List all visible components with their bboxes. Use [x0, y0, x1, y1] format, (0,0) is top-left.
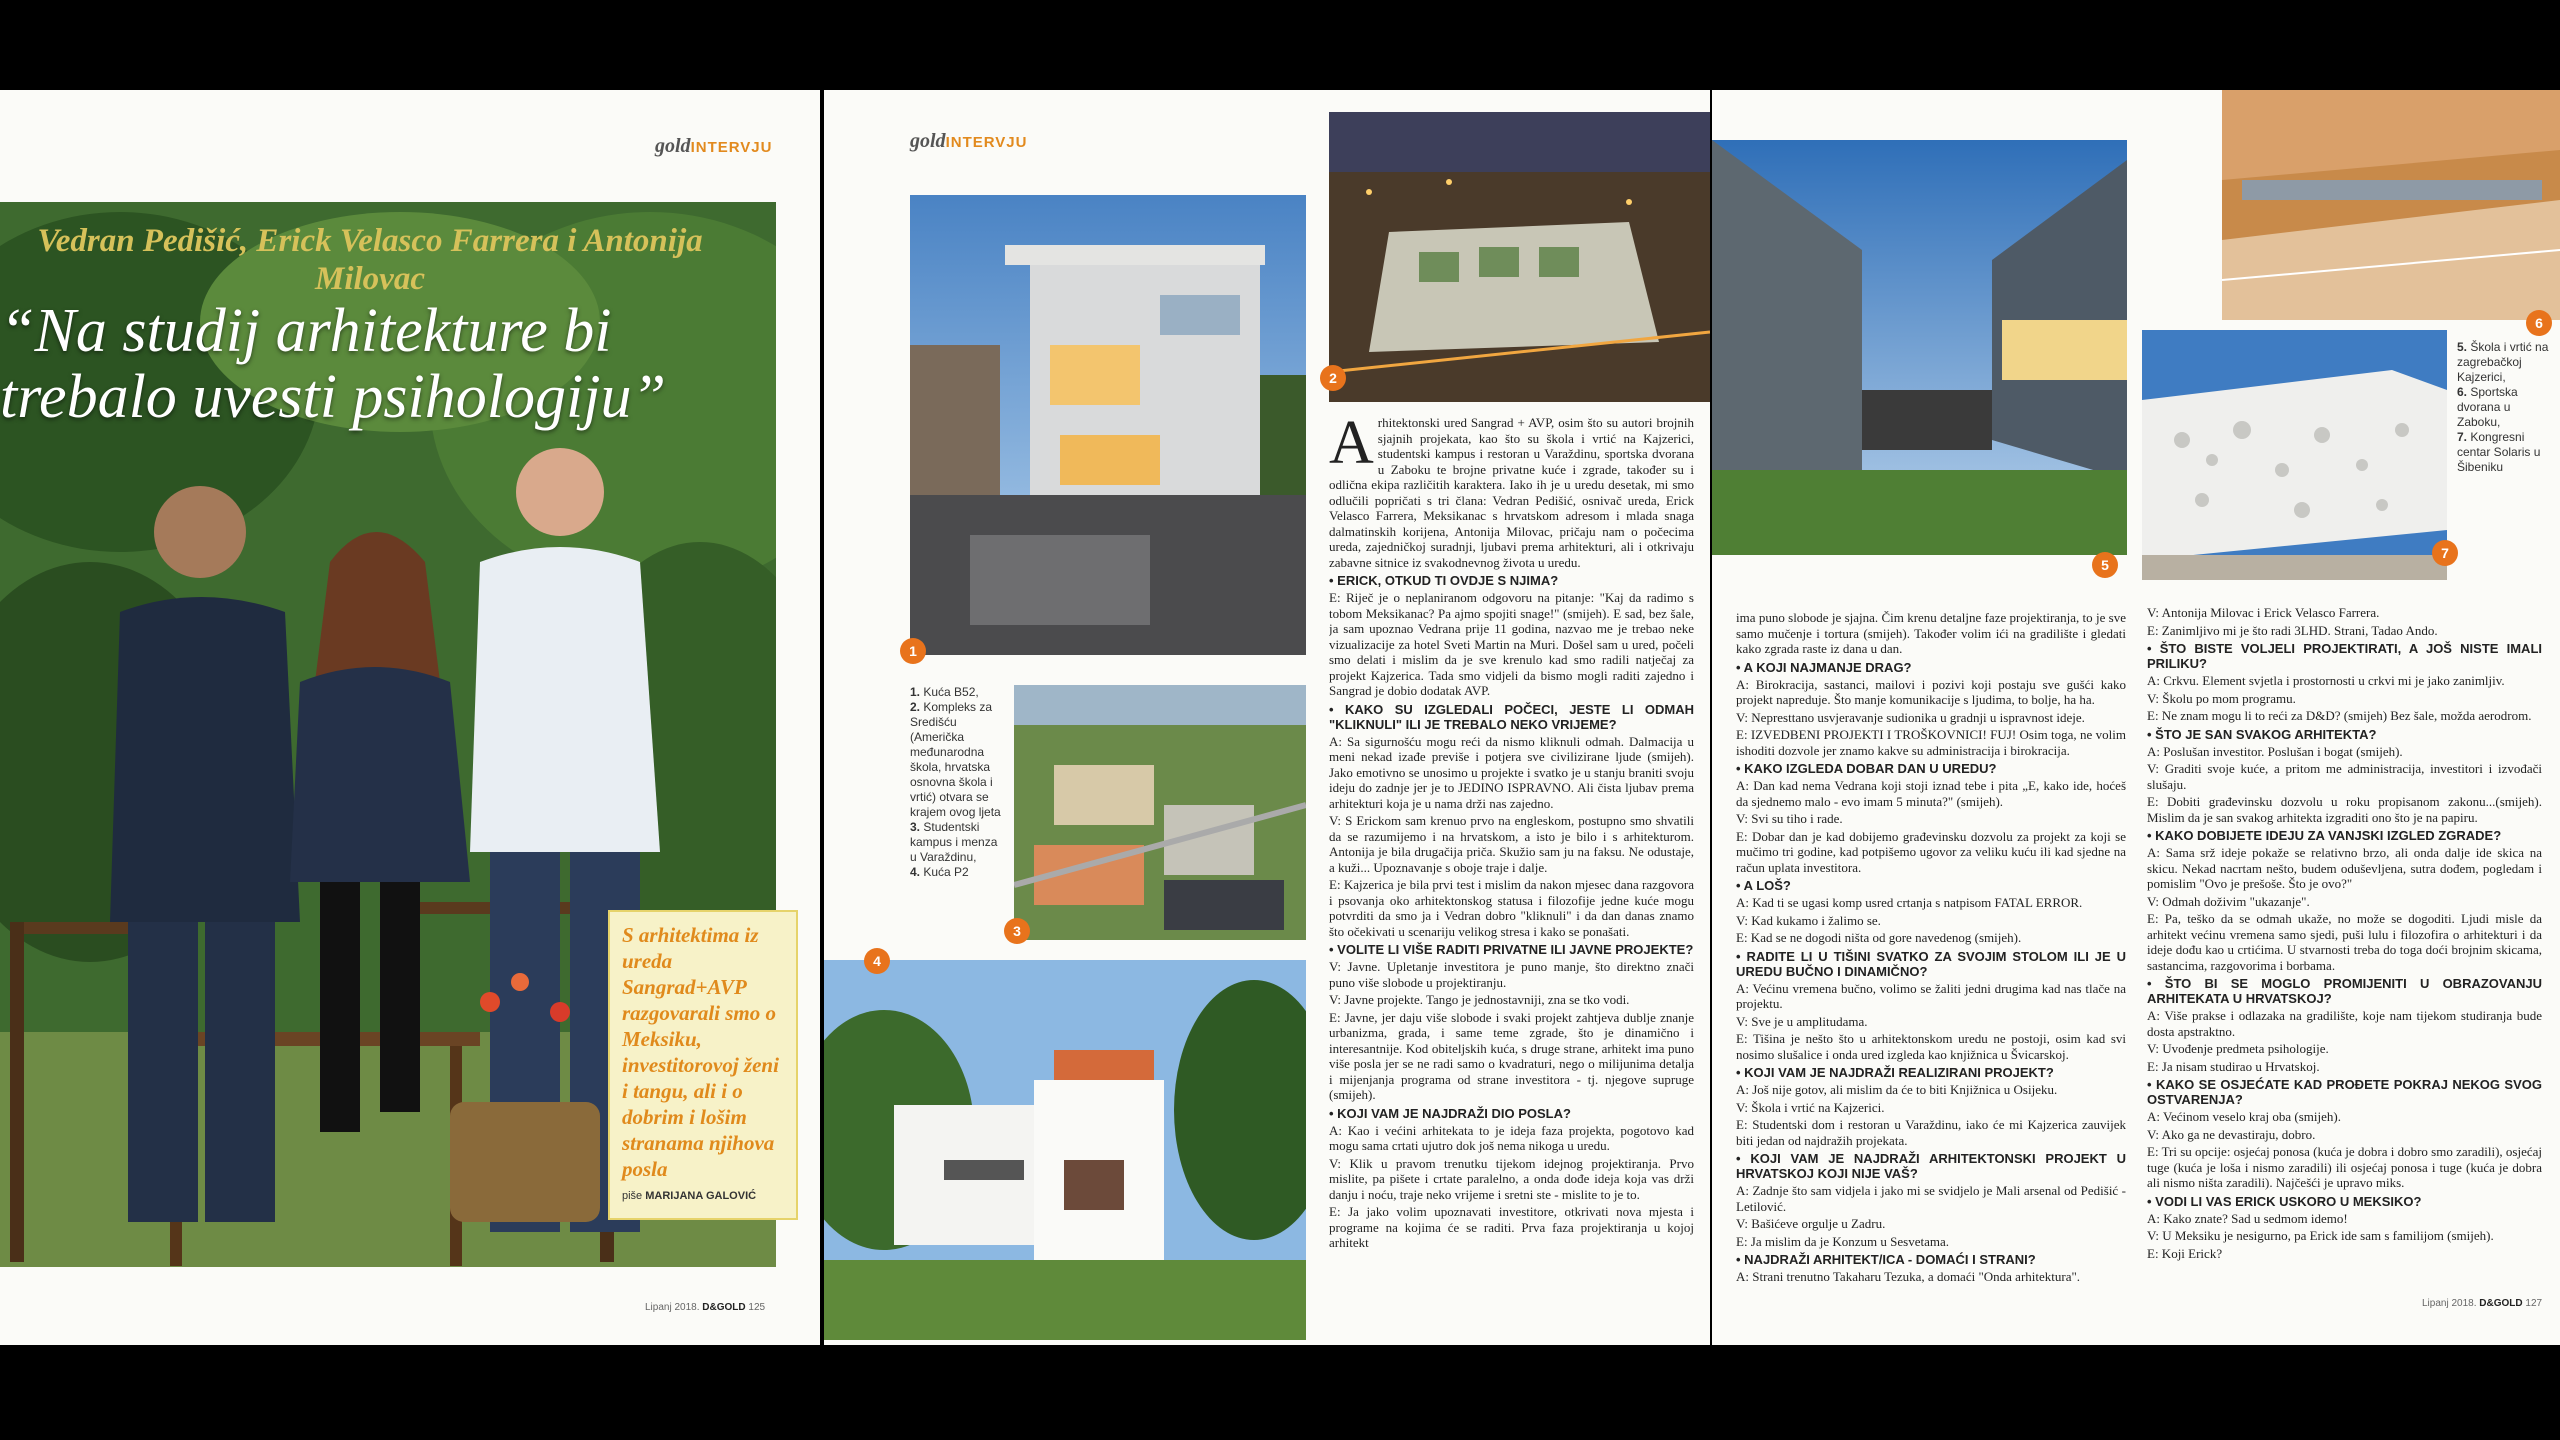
caption-list: [910, 685, 1005, 880]
answer: E: Dobar dan je kad dobijemo građevinsku dozvolu za projekt za koji se mučimo tri godine, kad potpišemo ugovor za veliku kuću ili kad sjedne na račun uplata investitora.: [1736, 828, 2126, 875]
question: • KOJI VAM JE NAJDRAŽI REALIZIRANI PROJEKT?: [1736, 1065, 2054, 1080]
answer: E: Javne, jer daju više slobode i svaki projekt zahtjeva dublje znanje urbanizma, grada, i same teme zgrade, što je dinamično i interesantnije. Kod obiteljskih kuća, s druge strane, arhitekt ima puno više posla jer se ne radi samo o kvadraturi, nego o milijunima detalja i mijenjanja programa od strane investitora - tj. njegove supruge (smijeh).: [1329, 1009, 1694, 1102]
answer: V: U Meksiku je nesigurno, pa Erick ide sam s familijom (smijeh).: [2147, 1228, 2494, 1243]
photo-solaris-congress-centre: [2142, 330, 2447, 580]
answer: A: Kako znate? Sad u sedmom idemo!: [2147, 1210, 2348, 1226]
caption-number: 6.: [2457, 385, 2468, 399]
running-head: [655, 135, 772, 158]
answer: E: Kajzerica je bila prvi test i mislim da nakon mjesec dana razgovora i psovanja oko arhitektonskog statusa i filozofije jedne kuće mogu potvrditi da smo ja i Vedran dobro "kliknuli" i da dan danas znamo što očekivati u scenariju velikog stresa i kako se ponašati.: [1329, 877, 1694, 939]
answer: A: Dan kad nema Vedrana koji stoji iznad tebe i pita „E, kako ide, hoćeš da sjednemo malo - evo imam 5 minuta?" (smijeh).: [1736, 778, 2126, 809]
photo-school-complex-night: [1329, 112, 1710, 402]
question: • VODI LI VAS ERICK USKORO U MEKSIKO?: [2147, 1193, 2422, 1209]
byline-prefix: piše: [622, 1190, 643, 1202]
answer: E: Tišina je nešto što u arhitektonskom uredu ne postoji, osim kad svi nosimo slušalice i onda ured izgleda kao knjižnica u Švicarskoj.: [1736, 1031, 2126, 1062]
answer: V: Kad kukamo i žalimo se.: [1736, 912, 1881, 928]
answer: A: Kad ti se ugasi komp usred crtanja s natpisom FATAL ERROR.: [1736, 895, 2083, 910]
article-column: [1329, 415, 1694, 1345]
question: • ERICK, OTKUD TI OVDJE S NJIMA?: [1329, 573, 1559, 588]
footer-brand: D&GOLD: [702, 1302, 746, 1313]
answer: E: Koji Erick?: [2147, 1245, 2223, 1261]
footer-page-number: 127: [2525, 1298, 2543, 1309]
answer: V: S Erickom sam krenuo prvo na engleskom, postupno smo shvatili da se razumijemo i na hrvatskom, a isto je bilo i s arhitekturom. Antonija je bila drugačija priča. Skužio sam ju na faksu. Ne odustaje, a kuži... Upoznavanje s oboje traje i dalje.: [1329, 813, 1694, 875]
intro-paragraph: [1329, 415, 1694, 570]
photo-house-p2: [824, 960, 1306, 1340]
headline: “Na studij arhitekture bi trebalo uvesti psihologiju”: [0, 297, 666, 431]
answer: V: Sve je u amplitudama.: [1736, 1013, 1868, 1029]
footer-date: Lipanj 2018.: [645, 1302, 700, 1313]
answer: V: Graditi svoje kuće, a pritom me administracija, investitori i izvođači slušaju.: [2147, 761, 2542, 792]
photo-house-b52: [910, 195, 1306, 655]
photo-student-campus-aerial: [1014, 685, 1306, 940]
question: • A KOJI NAJMANJE DRAG?: [1736, 659, 1912, 675]
question: • KAKO IZGLEDA DOBAR DAN U UREDU?: [1736, 761, 1997, 776]
photo-number: 3: [1004, 918, 1030, 944]
byline-author: MARIJANA GALOVIĆ: [645, 1190, 757, 1202]
answer: E: Ja nisam studirao u Hrvatskoj.: [2147, 1058, 2320, 1074]
caption-number: 5.: [2457, 340, 2468, 354]
answer: A: Još nije gotov, ali mislim da će to biti Knjižnica u Osijeku.: [1736, 1082, 2058, 1097]
photo-number: 7: [2432, 540, 2458, 566]
answer: E: Ne znam mogu li to reći za D&D? (smijeh) Bez šale, možda aerodrom.: [2147, 708, 2532, 723]
answer: A: Zadnje što sam vidjela i jako mi se svidjelo je Mali arsenal od Pedišić - Letilović.: [1736, 1183, 2126, 1214]
answer: V: Škola i vrtić na Kajzerici.: [1736, 1099, 1885, 1115]
answer: E: IZVEDBENI PROJEKTI I TROŠKOVNICI! FUJ! Osim toga, ne volim ishoditi dozvole jer znamo kakve su administracija i birokracija.: [1736, 727, 2126, 758]
caption-number: 7.: [2457, 430, 2468, 444]
caption-list: [2457, 340, 2557, 475]
photo-number: 2: [1320, 365, 1346, 391]
question: • ŠTO BI SE MOGLO PROMIJENITI U OBRAZOVANJU ARHITEKATA U HRVATSKOJ?: [2147, 976, 2542, 1006]
caption-item: [2457, 430, 2557, 475]
answer: E: Tri su opcije: osjećaj ponosa (kuća je dobra i dobro smo zaradili), osjećaj tuge (kuća je loša i nismo zaradili) ili osjećaj ponosa i tuge (kuća je dobra ali nismo ništa zaradili). Najčešći je upravo miks.: [2147, 1144, 2542, 1190]
intro-text: rhitektonski ured Sangrad + AVP, osim što su autori brojnih sjajnih projekata, kao što su škola i vrtić na Kajzerici, studentski kampus i restoran u Varaždinu, sportska dvorana u Zaboku te brojne privatne kuće i zgrade, također su i odlična ekipa različitih karaktera. Iako ih je u uredu desetak, mi smo odlučili popričati s tri člana: Vedran Pedišić, osnivač ureda, Erick Velasco Farrera, Meksikanac s hrvatskom adresom i mlada snaga dalmatinskih korijena, Antonija Milovac, pričaju nam o počecima ureda, zajedničkoj suradnji, ljubavi prema arhitekturi, ali i otkrivaju zabavne sitnice iz svakodnevnog života u uredu.: [1329, 415, 1694, 570]
caption-number: 2.: [910, 700, 921, 714]
question: • KOJI VAM JE NAJDRAŽI ARHITEKTONSKI PROJEKT U HRVATSKOJ KOJI NIJE VAŠ?: [1736, 1151, 2126, 1181]
answer: E: Kad se ne dogodi ništa od gore navedenog (smijeh).: [1736, 930, 2022, 945]
caption-item: [910, 820, 1005, 865]
footer-brand: D&GOLD: [2479, 1298, 2523, 1309]
caption-item: [910, 685, 1005, 700]
byline: [622, 1190, 784, 1202]
caption-item: [2457, 340, 2557, 385]
caption-item: [910, 865, 1005, 880]
caption-text: Kongresni centar Solaris u Šibeniku: [2457, 430, 2541, 474]
question: • A LOŠ?: [1736, 878, 1791, 893]
answer: V: Ako ga ne devastiraju, dobro.: [2147, 1126, 2316, 1142]
caption-item: [910, 700, 1005, 820]
runhead-gold: gold: [910, 130, 946, 152]
answer: V: Svi su tiho i rade.: [1736, 811, 1843, 826]
question: • KAKO DOBIJETE IDEJU ZA VANJSKI IZGLED ZGRADE?: [2147, 828, 2502, 843]
magazine-page-right: [1712, 90, 2560, 1345]
page-footer: [645, 1302, 765, 1313]
caption-text: Škola i vrtić na zagrebačkoj Kajzerici,: [2457, 340, 2549, 384]
drop-cap: A: [1329, 415, 1374, 477]
answer: V: Klik u pravom trenutku tijekom idejnog projektiranja. Prvo mislite, pa pišete i crtate paralelno, a onda dođe ideja koja vas drži danju i noću, traje neko vrijeme i sretni ste - mislite to je to.: [1329, 1155, 1694, 1202]
question: • KAKO SU IZGLEDALI POČECI, JESTE LI ODMAH "KLIKNULI" ILI JE TREBALO NEKO VRIJEME?: [1329, 701, 1694, 732]
caption-text: Kuća P2: [923, 865, 969, 879]
answer: V: Bašićeve orgulje u Zadru.: [1736, 1216, 1886, 1231]
caption-text: Studentski kampus i menza u Varaždinu,: [910, 820, 998, 864]
caption-number: 1.: [910, 685, 921, 699]
photo-kajzerica-school: [1712, 140, 2127, 555]
photo-zabok-sports-hall: [2222, 90, 2560, 320]
answer: E: Zanimljivo mi je što radi 3LHD. Strani, Tadao Ando.: [2147, 622, 2438, 638]
answer: A: Sama srž ideje pokaže se relativno brzo, ali onda dalje ide skica na skicu. Nekad nacrtam nešto, budem oduševljena, sutra dođem, pogledam i pomislim "Ovo je prešoše. Što je ovo?": [2147, 845, 2542, 891]
answer: E: Ja jako volim upoznavati investitore, otkrivati nova mjesta i programe na kojima će se raditi. Prva faza projektiranja u kojoj arhitekt: [1329, 1204, 1694, 1250]
question: • NAJDRAŽI ARHITEKT/ICA - DOMAĆI I STRANI?: [1736, 1252, 2036, 1267]
answer: V: Nepresttano usvjeravanje sudionika u gradnji u ispravnost ideje.: [1736, 709, 2085, 725]
answer: ima puno slobode je sjajna. Čim krenu detaljne faze projektiranja, to je sve samo mučenje i tortura (smijeh). Također volim ići na gradilište i gledati kako zgrada raste iz dana u dan.: [1736, 610, 2126, 656]
answer: E: Ja mislim da je Konzum u Sesvetama.: [1736, 1233, 1950, 1249]
answer: E: Studentski dom i restoran u Varaždinu, iako će mi Kajzerica zauvijek biti jedan od najdražih projekata.: [1736, 1117, 2126, 1148]
answer: A: Većinom veselo kraj oba (smijeh).: [2147, 1109, 2341, 1124]
page-footer: [2422, 1298, 2542, 1309]
answer: A: Više prakse i odlazaka na gradilište, koje nam tijekom studiranja bude dosta apstraktno.: [2147, 1008, 2542, 1039]
caption-item: [2457, 385, 2557, 430]
answer: V: Školu po mom programu.: [2147, 690, 2296, 706]
runhead-section: INTERVJU: [690, 139, 773, 156]
answer: V: Javne. Upletanje investitora je puno manje, što direktno znači puno više slobode u projektiranju.: [1329, 959, 1694, 990]
caption-text: Kuća B52,: [923, 685, 979, 699]
answer: E: Dobiti građevinsku dozvolu u roku propisanom zakonu...(smijeh). Mislim da je san svakog arhitekta izgraditi ono što je na papiru.: [2147, 794, 2542, 825]
answer: A: Crkvu. Element svjetla i prostornosti u crkvi mi je jako zanimljiv.: [2147, 673, 2505, 688]
running-head: [910, 130, 1027, 153]
question: • KAKO SE OSJEĆATE KAD PROĐETE POKRAJ NEKOG SVOG OSTVARENJA?: [2147, 1077, 2542, 1107]
magazine-page-middle: [824, 90, 1710, 1345]
caption-number: 3.: [910, 820, 921, 834]
photo-number: 6: [2526, 310, 2552, 336]
answer: A: Birokracija, sastanci, mailovi i pozivi koji postaju sve gušći kako projekt napreduje. Što manje komunikacije s ljudima, to bolje, ha ha.: [1736, 676, 2126, 707]
answer: E: Riječ je o neplaniranom odgovoru na pitanje: "Kaj da radimo s tobom Meksikanac? Pa ajmo spojiti snage!" (smijeh). E sad, bez šale, ja sam upoznao Vedrana prije 11 godina, nazvao me je trebao neke vizualizacije za hotel Sveti Martin na Muri. Došel sam u ured, počeli smo delati i mislim da je sve krenulo kad smo radili natječaj za projekt Kajzerica. Tada smo vidjeli da bismo mogli raditi zajedno i Sangrad je dobio dodatak AVP.: [1329, 590, 1694, 698]
answer: V: Uvođenje predmeta psihologije.: [2147, 1041, 2329, 1056]
photo-number: 5: [2092, 552, 2118, 578]
lead-text: S arhitektima iz ureda Sangrad+AVP razgovarali smo o Meksiku, investitorovoj ženi i tangu, ali i o dobrim i lošim stranama njihova posla: [622, 923, 779, 1181]
question: • RADITE LI U TIŠINI SVATKO ZA SVOJIM STOLOM ILI JE U UREDU BUČNO I DINAMIČNO?: [1736, 948, 2126, 979]
answer: A: Većinu vremena bučno, volimo se žaliti jedni drugima kad nas tlače na projektu.: [1736, 980, 2126, 1011]
answer: A: Strani trenutno Takaharu Tezuka, a domaći "Onda arhitektura".: [1736, 1269, 2081, 1284]
answer: E: Pa, teško da se odmah ukaže, no može se dogoditi. Ljudi misle da arhitekt većinu vremena samo sjedi, puši lulu i filozofira o arhitekturi i da ideje dođu kao u crtićima. U stvarnosti treba do toga doći brojnim skicama, sastancima, razgovorima i borbama.: [2147, 911, 2542, 973]
article-column-left: [1736, 610, 2126, 1345]
answer: A: Kao i većini arhitekata to je ideja faza projekta, pogotovo kad mogu sama crtati ujutro dok još nema nikoga u uredu.: [1329, 1122, 1694, 1153]
question: • KOJI VAM JE NAJDRAŽI DIO POSLA?: [1329, 1105, 1571, 1121]
footer-date: Lipanj 2018.: [2422, 1298, 2477, 1309]
photo-number: 4: [864, 948, 890, 974]
article-column-right: [2147, 605, 2542, 1305]
magazine-page-left: [0, 90, 820, 1345]
answer: V: Antonija Milovac i Erick Velasco Farrera.: [2147, 605, 2380, 620]
runhead-gold: gold: [655, 135, 691, 157]
answer: V: Odmah doživim "ukazanje".: [2147, 893, 2310, 909]
caption-number: 4.: [910, 865, 921, 879]
question: • ŠTO BISTE VOLJELI PROJEKTIRATI, A JOŠ NISTE IMALI PRILIKU?: [2147, 641, 2542, 671]
caption-text: Sportska dvorana u Zaboku,: [2457, 385, 2518, 429]
lead-box: [608, 910, 798, 1220]
interviewee-names: Vedran Pedišić, Erick Velasco Farrera i Antonija Milovac: [37, 223, 703, 297]
runhead-section: INTERVJU: [945, 134, 1028, 151]
caption-text: Kompleks za Središću (Američka međunarodna škola, hrvatska osnovna škola i vrtić) otvara se krajem ovog ljeta: [910, 700, 1001, 819]
answer: A: Sa sigurnošću mogu reći da nismo kliknuli odmah. Dalmacija u meni nekad izađe previše i potjera sve civilizirane ljude (smijeh). Jako emotivno se unosimo u projekte i svatko je u stanju braniti svoju ideju do zadnje jer je to JEDINO ISPRAVNO. Ali čista ljubav prema arhitekturi koja je u nama drži nas zajedno.: [1329, 733, 1694, 811]
answer: A: Poslušan investitor. Poslušan i bogat (smijeh).: [2147, 743, 2403, 759]
answer: V: Javne projekte. Tango je jednostavniji, zna se tko vodi.: [1329, 992, 1630, 1007]
photo-number: 1: [900, 638, 926, 664]
question: • VOLITE LI VIŠE RADITI PRIVATNE ILI JAVNE PROJEKTE?: [1329, 942, 1694, 957]
footer-page-number: 125: [748, 1302, 766, 1313]
question: • ŠTO JE SAN SVAKOG ARHITEKTA?: [2147, 726, 2377, 742]
